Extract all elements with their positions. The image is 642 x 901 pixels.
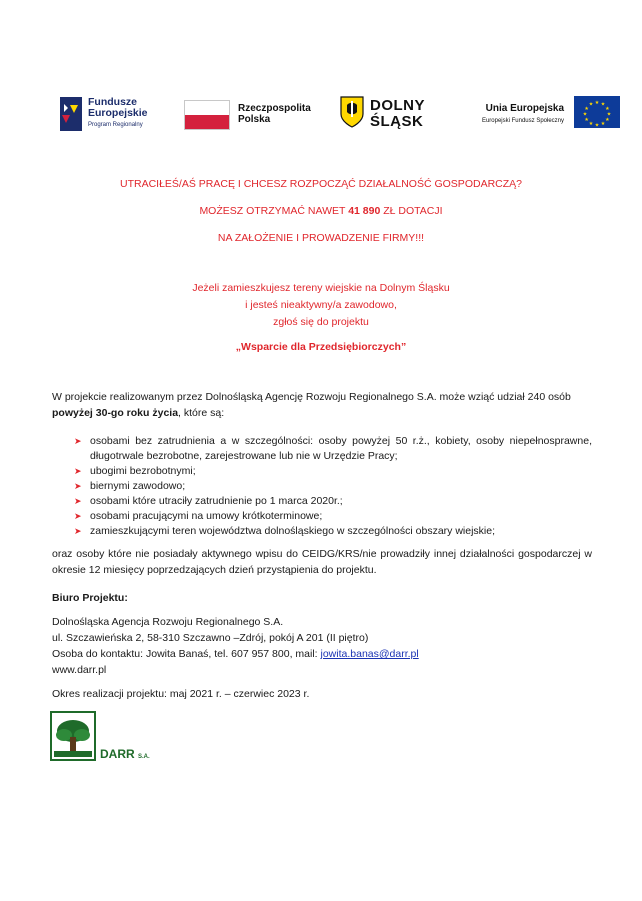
fundusze-europejskie-icon [58, 95, 84, 133]
criterion-text: zamieszkującymi teren województwa dolnośląskiego w szczególności obszary wiejskie; [90, 525, 496, 537]
arrow-bullet-icon: ➤ [74, 526, 82, 536]
office-street: ul. Szczawieńska 2, 58-310 Szczawno –Zdrój, pokój A 201 (II piętro) [52, 632, 369, 644]
headline-amount: 41 890 [348, 205, 381, 217]
unia-europejska-logo [464, 92, 620, 140]
criterion-text: osobami pracującymi na umowy krótkoterminowe; [90, 510, 323, 522]
intro-text: W projekcie realizowanym przez Dolnośląską Agencję Rozwoju Regionalnego S.A. może wziąć udział 240 osób [52, 391, 571, 403]
svg-text:★: ★ [588, 121, 594, 127]
darr-wordmark [100, 747, 150, 761]
ds-line1: DOLNY [370, 97, 425, 114]
criteria-list [52, 434, 592, 539]
office-heading: Biuro Projektu: [52, 592, 128, 604]
svg-text:★: ★ [588, 101, 594, 108]
arrow-bullet-icon: ➤ [74, 511, 82, 521]
svg-text:★: ★ [605, 117, 610, 123]
project-period: Okres realizacji projektu: maj 2021 r. – czerwiec 2023 r. [52, 688, 310, 700]
fe-subtitle: Program Regionalny [88, 122, 143, 128]
svg-text:★: ★ [594, 100, 600, 106]
darr-name: DARR [100, 747, 135, 761]
svg-text:★: ★ [600, 101, 606, 108]
pitch-line2: i jesteś nieaktywny/a zawodowo, [245, 299, 397, 311]
svg-text:★: ★ [606, 111, 612, 118]
office-org: Dolnośląska Agencja Rozwoju Regionalnego S.A. [52, 616, 284, 628]
fe-line1: Fundusze [88, 96, 137, 108]
list-item [52, 479, 592, 494]
arrow-bullet-icon: ➤ [74, 436, 82, 446]
intro-text-end: , które są: [178, 407, 225, 419]
headline-line2 [0, 205, 642, 217]
ue-title: Unia Europejska [485, 103, 564, 114]
fe-title [88, 97, 148, 119]
svg-text:★: ★ [584, 117, 589, 123]
eu-flag-icon [574, 96, 620, 128]
arrow-bullet-icon: ➤ [74, 481, 82, 491]
office-website: www.darr.pl [52, 664, 107, 676]
svg-text:★: ★ [605, 106, 610, 112]
office-address-block [52, 614, 592, 678]
list-item [52, 434, 592, 464]
polish-flag-icon [184, 100, 230, 130]
logo-bar [58, 92, 618, 140]
rp-title [238, 103, 311, 125]
svg-text:★: ★ [594, 122, 600, 128]
list-item [52, 509, 592, 524]
rp-line1: Rzeczpospolita [238, 103, 311, 114]
rzeczpospolita-polska-logo [184, 92, 324, 140]
intro-age-requirement: powyżej 30-go roku życia [52, 407, 179, 419]
ds-title [370, 98, 425, 130]
criterion-text: biernymi zawodowo; [90, 480, 186, 492]
dolny-slask-logo [340, 92, 450, 140]
dolny-slask-crest-icon [340, 96, 364, 128]
ds-line2: ŚLĄSK [370, 113, 424, 130]
headline-line1: UTRACIŁEŚ/AŚ PRACĘ I CHCESZ ROZPOCZĄĆ DZIAŁALNOŚĆ GOSPODARCZĄ? [120, 178, 522, 190]
darr-tree-icon [50, 711, 96, 761]
contact-text: Osoba do kontaktu: Jowita Banaś, tel. 607 957 800, mail: [52, 648, 321, 660]
email-link[interactable]: jowita.banas@darr.pl [320, 648, 419, 660]
svg-text:★: ★ [584, 106, 589, 112]
arrow-bullet-icon: ➤ [74, 496, 82, 506]
svg-text:★: ★ [600, 121, 606, 127]
headline-line3: NA ZAŁOŻENIE I PROWADZENIE FIRMY!!! [217, 232, 425, 244]
intro-paragraph [52, 389, 592, 421]
office-contact [52, 646, 592, 662]
project-name: „Wsparcie dla Przedsiębiorczych” [235, 341, 407, 353]
headline-line2-pre: MOŻESZ OTRZYMAĆ NAWET [199, 205, 349, 217]
pitch-line1: Jeżeli zamieszkujesz tereny wiejskie na Dolnym Śląsku [192, 282, 450, 294]
rp-line2: Polska [238, 114, 271, 125]
list-item [52, 524, 592, 539]
ue-subtitle: Europejski Fundusz Społeczny [481, 118, 564, 124]
criterion-text: osobami bez zatrudnienia a w szczególności: osoby powyżej 50 r.ż., kobiety, osoby niepełnosprawne, długotrwale bezrobotne, zarejestrowane lub nie w Urzędzie Pracy; [90, 435, 592, 462]
arrow-bullet-icon: ➤ [74, 466, 82, 476]
additional-eligibility: oraz osoby które nie posiadały aktywnego wpisu do CEIDG/KRS/nie prowadziły innej działalności gospodarczej w okresie 12 miesięcy poprzedzających dzień przystąpienia do projektu. [52, 548, 592, 576]
list-item [52, 494, 592, 509]
darr-suffix: S.A. [138, 754, 150, 760]
criterion-text: ubogimi bezrobotnymi; [90, 465, 196, 477]
pitch-line3: zgłoś się do projektu [273, 316, 369, 328]
darr-logo [50, 711, 170, 767]
fundusze-europejskie-logo [58, 92, 168, 140]
fe-line2: Europejskie [88, 107, 148, 119]
svg-text:★: ★ [582, 111, 588, 118]
headline-line2-post: ZŁ DOTACJI [380, 205, 443, 217]
criterion-text: osobami które utraciły zatrudnienie po 1 marca 2020r.; [90, 495, 343, 507]
list-item [52, 464, 592, 479]
